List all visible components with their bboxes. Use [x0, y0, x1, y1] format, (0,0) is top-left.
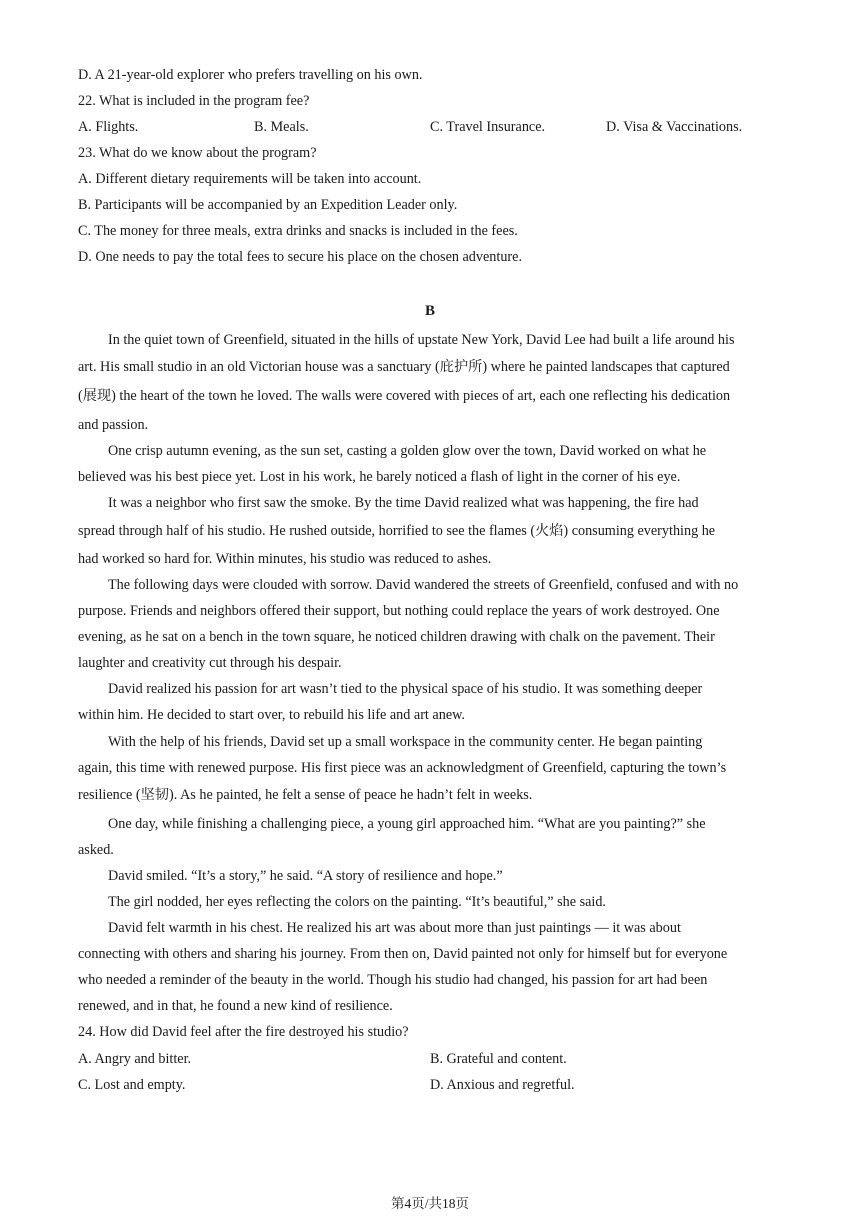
- q22-question: 22. What is included in the program fee?: [78, 93, 310, 109]
- q22-option-b: B. Meals.: [254, 119, 309, 135]
- passage-line: With the help of his friends, David set up a small workspace in the community center. He began painting: [108, 734, 703, 750]
- passage-line: again, this time with renewed purpose. His first piece was an acknowledgment of Greenfield, capturing the town’s: [78, 760, 727, 776]
- passage-line: It was a neighbor who first saw the smoke. By the time David realized what was happening, the fire had: [108, 495, 699, 511]
- passage-line: connecting with others and sharing his journey. From then on, David painted not only for himself but for everyone: [78, 946, 728, 962]
- q23-option-c: C. The money for three meals, extra drinks and snacks is included in the fees.: [78, 223, 518, 239]
- q22-option-a: A. Flights.: [78, 119, 139, 135]
- q24-option-d: D. Anxious and regretful.: [430, 1077, 575, 1093]
- passage-line: within him. He decided to start over, to rebuild his life and art anew.: [78, 707, 465, 723]
- q23-question: 23. What do we know about the program?: [78, 145, 317, 161]
- passage-line: resilience (坚韧). As he painted, he felt a sense of peace he hadn’t felt in weeks.: [78, 787, 533, 803]
- passage-line: (展现) the heart of the town he loved. The walls were covered with pieces of art, each one reflecting his dedication: [78, 388, 731, 404]
- passage-line: David smiled. “It’s a story,” he said. “A story of resilience and hope.”: [108, 868, 503, 884]
- passage-line: renewed, and in that, he found a new kind of resilience.: [78, 998, 393, 1014]
- passage-line: The following days were clouded with sorrow. David wandered the streets of Greenfield, confused and with no: [108, 577, 739, 593]
- q24-option-b: B. Grateful and content.: [430, 1051, 567, 1067]
- passage-line: believed was his best piece yet. Lost in his work, he barely noticed a flash of light in the corner of his eye.: [78, 469, 681, 485]
- passage-line: In the quiet town of Greenfield, situated in the hills of upstate New York, David Lee had built a life around his: [108, 332, 735, 348]
- passage-line: had worked so hard for. Within minutes, his studio was reduced to ashes.: [78, 551, 492, 567]
- passage-line: The girl nodded, her eyes reflecting the colors on the painting. “It’s beautiful,” she said.: [108, 894, 606, 910]
- passage-line: One crisp autumn evening, as the sun set, casting a golden glow over the town, David worked on what he: [108, 443, 707, 459]
- passage-line: and passion.: [78, 417, 149, 433]
- passage-line: David felt warmth in his chest. He realized his art was about more than just paintings — it was about: [108, 920, 681, 936]
- q22-option-c: C. Travel Insurance.: [430, 119, 546, 135]
- passage-line: purpose. Friends and neighbors offered their support, but nothing could replace the years of work destroyed. One: [78, 603, 720, 619]
- q23-option-a: A. Different dietary requirements will be taken into account.: [78, 171, 422, 187]
- passage-line: One day, while finishing a challenging piece, a young girl approached him. “What are you painting?” she: [108, 816, 706, 832]
- passage-line: evening, as he sat on a bench in the town square, he noticed children drawing with chalk on the pavement. Their: [78, 629, 715, 645]
- q24-option-c: C. Lost and empty.: [78, 1077, 186, 1093]
- passage-line: laughter and creativity cut through his despair.: [78, 655, 342, 671]
- passage-line: who needed a reminder of the beauty in the world. Though his studio had changed, his passion for art had been: [78, 972, 708, 988]
- q23-option-d: D. One needs to pay the total fees to secure his place on the chosen adventure.: [78, 249, 522, 265]
- q23-option-b: B. Participants will be accompanied by an Expedition Leader only.: [78, 197, 458, 213]
- passage-line: asked.: [78, 842, 114, 858]
- q24-question: 24. How did David feel after the fire destroyed his studio?: [78, 1024, 409, 1040]
- passage-line: David realized his passion for art wasn’t tied to the physical space of his studio. It was something deeper: [108, 681, 703, 697]
- q21-option-d: D. A 21-year-old explorer who prefers travelling on his own.: [78, 67, 423, 83]
- passage-line: art. His small studio in an old Victorian house was a sanctuary (庇护所) where he painted landscapes that captured: [78, 359, 730, 375]
- passage-heading: B: [424, 303, 435, 319]
- q22-option-d: D. Visa & Vaccinations.: [606, 119, 743, 135]
- page-number-footer: 第4页/共18页: [390, 1196, 469, 1211]
- passage-line: spread through half of his studio. He rushed outside, horrified to see the flames (火焰) consuming everything he: [78, 523, 716, 539]
- q24-option-a: A. Angry and bitter.: [78, 1051, 192, 1067]
